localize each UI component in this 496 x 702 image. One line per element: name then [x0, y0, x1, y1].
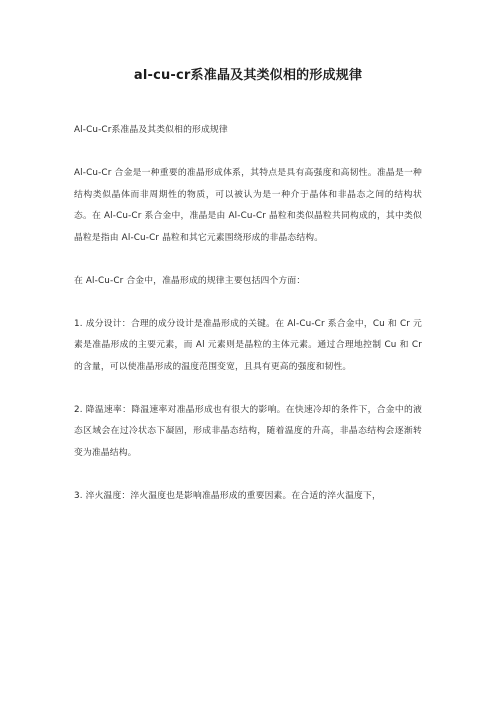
paragraph-composition: 1. 成分设计：合理的成分设计是准晶形成的关键。在 Al-Cu-Cr 系合金中，Cu 和 Cr 元素是准晶形成的主要元素，而 Al 元素则是晶粒的主体元素。通过合理地控制 Cu 和 Cr 的含量，可以使准晶形成的温度范围变宽，且具有更高的强度和韧性。 [74, 318, 422, 372]
paragraph-quench-temperature: 3. 淬火温度：淬火温度也是影响准晶形成的重要因素。在合适的淬火温度下， [74, 490, 381, 501]
paragraph-intro: Al-Cu-Cr 合金是一种重要的准晶形成体系，其特点是具有高强度和高韧性。准晶是一种结构类似晶体而非周期性的物质，可以被认为是一种介于晶体和非晶态之间的结构状态。在 Al-Cu-Cr 系合金中，准晶是由 Al-Cu-Cr 晶粒和类似晶粒共同构成的，其中类似晶粒是指由 Al-Cu-Cr 晶粒和其它元素围绕形成的非晶态结构。 [74, 168, 422, 243]
document-title: al-cu-cr系准晶及其类似相的形成规律 [133, 68, 363, 83]
paragraph-cooling-rate: 2. 降温速率：降温速率对准晶形成也有很大的影响。在快速冷却的条件下，合金中的液态区域会在过冷状态下凝固，形成非晶态结构，随着温度的升高，非晶态结构会逐渐转变为准晶结构。 [74, 404, 422, 458]
document-subtitle: Al-Cu-Cr系准晶及其类似相的形成规律 [74, 125, 228, 135]
document-body [74, 120, 422, 529]
paragraph-summary: 在 Al-Cu-Cr 合金中，准晶形成的规律主要包括四个方面： [74, 275, 306, 286]
